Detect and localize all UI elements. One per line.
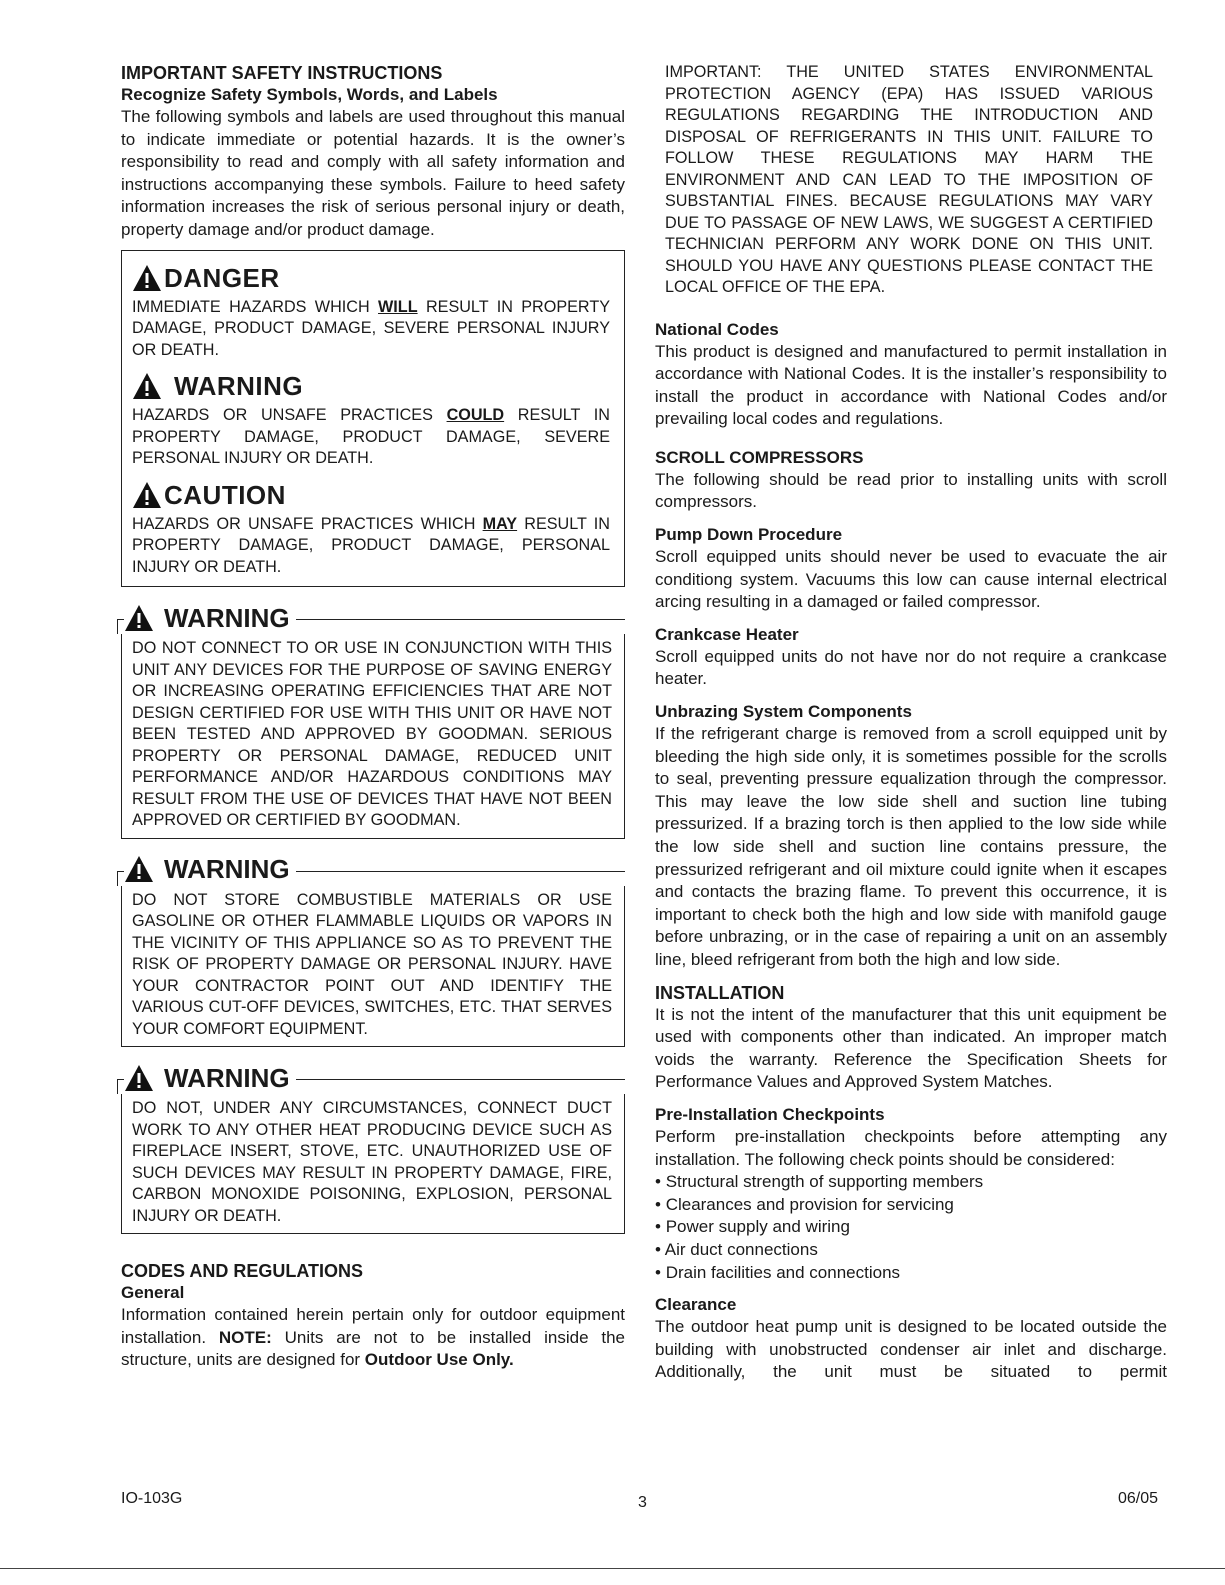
warning-box-3 — [121, 1061, 625, 1234]
national-codes-title: National Codes — [655, 319, 779, 339]
general-title: General — [121, 1283, 185, 1303]
warning-box-3-body — [121, 1094, 625, 1234]
crankcase-heater-title: Crankcase Heater — [655, 624, 799, 644]
warning-box-1-heading — [117, 601, 625, 634]
scroll-compressors-title: SCROLL COMPRESSORS — [655, 447, 864, 467]
crankcase-heater-text: Scroll equipped units do not have nor do not require a crankcase heater. — [655, 646, 1167, 689]
unbrazing-text: If the refrigerant charge is removed from a scroll equipped unit by bleeding the high side only, it is sometimes possible for the scrolls to seal, preventing pressure equalization through the compressor. This may leave the low side shell and suction line tubing pressurized. If a brazing torch is then applied to the low side while the low side shell and suction line contains pressure, the pressurized refrigerant and oil mixture could ignite when it escapes and contacts the brazing flame. To prevent this occurrence, it is important to check both the high and low side with manifold gauge before unbrazing, or in the case of repairing a unit on an assembly line, bleed refrigerant from both the high and low side. — [655, 724, 1167, 969]
warning-text: HAZARDS OR UNSAFE PRACTICES COULD RESULT IN PROPERTY DAMAGE, PRODUCT DAMAGE, SEVERE PERSONAL INJURY OR DEATH. — [132, 406, 610, 468]
warning-box-1-title: WARNING — [164, 602, 290, 633]
national-codes-text: This product is designed and manufactured to permit installation in accordance with National Codes. It is the installer’s responsibility to install the product in accordance with National Codes and/or prevailing local codes and regulations. — [655, 341, 1167, 429]
warning-box-2-heading — [117, 853, 625, 886]
list-item: • Power supply and wiring — [655, 1216, 1167, 1239]
danger-text: IMMEDIATE HAZARDS WHICH WILL RESULT IN PROPERTY DAMAGE, PRODUCT DAMAGE, SEVERE PERSONAL INJURY OR DEATH. — [132, 297, 610, 359]
alert-triangle-icon — [124, 855, 154, 883]
right-column — [655, 62, 1167, 1384]
alert-triangle-icon — [124, 604, 154, 632]
alert-triangle-icon — [132, 264, 162, 292]
list-item: • Air duct connections — [655, 1239, 1167, 1262]
caution-title: CAUTION — [164, 479, 286, 510]
footer-page-number: 3 — [638, 1494, 647, 1511]
danger-title: DANGER — [164, 262, 280, 293]
warning-box-3-title: WARNING — [164, 1062, 290, 1093]
caution-text: HAZARDS OR UNSAFE PRACTICES WHICH MAY RESULT IN PROPERTY DAMAGE, PRODUCT DAMAGE, PERSONAL INJURY OR DEATH. — [132, 514, 610, 576]
danger-heading — [132, 263, 610, 293]
list-item: • Clearances and provision for servicing — [655, 1194, 1167, 1217]
warning-box-3-heading — [117, 1061, 625, 1094]
list-item: • Drain facilities and connections — [655, 1262, 1167, 1285]
clearance-title: Clearance — [655, 1295, 737, 1315]
warning-box-1-body — [121, 634, 625, 839]
alert-triangle-icon — [124, 1064, 154, 1092]
signal-words-box — [121, 250, 625, 588]
pre-installation-text: Perform pre-installation checkpoints before attempting any installation. The following check points should be considered: — [655, 1126, 1167, 1169]
warning-box-2 — [121, 853, 625, 1048]
codes-title: CODES AND REGULATIONS — [121, 1261, 364, 1282]
clearance-text: The outdoor heat pump unit is designed to be located outside the building with unobstructed condenser air inlet and discharge. Additionally, the unit must be situated to permit — [655, 1317, 1167, 1382]
installation-text: It is not the intent of the manufacturer that this unit equipment be used with components other than indicated. An improper match voids the warranty. Reference the Specification Sheets for Performance Values and Approved System Matches. — [655, 1004, 1167, 1092]
warning-box-2-body — [121, 886, 625, 1048]
warning-title: WARNING — [174, 371, 304, 402]
unbrazing-title: Unbrazing System Components — [655, 702, 912, 722]
list-item: • Structural strength of supporting members — [655, 1171, 1167, 1194]
scroll-compressors-text: The following should be read prior to installing units with scroll compressors. — [655, 469, 1167, 512]
installation-title: INSTALLATION — [655, 982, 785, 1003]
warning-box-2-title: WARNING — [164, 854, 290, 885]
safety-subtitle: Recognize Safety Symbols, Words, and Labels — [121, 85, 498, 104]
caution-heading — [132, 480, 610, 510]
pump-down-text: Scroll equipped units should never be used to evacuate the air conditiong system. Vacuums this low can cause internal electrical arcing resulting in a damaged or failed compressor. — [655, 547, 1167, 612]
checkpoint-list — [655, 1171, 1167, 1284]
safety-title: IMPORTANT SAFETY INSTRUCTIONS — [121, 63, 443, 83]
warning-box-1 — [121, 601, 625, 839]
general-text: Information contained herein pertain only for outdoor equipment installation. NOTE: Units are not to be installed inside the structure, units are designed for Outdoor Use Only. — [121, 1305, 625, 1370]
alert-triangle-icon — [132, 372, 162, 400]
alert-triangle-icon — [132, 481, 162, 509]
warning-box-1-text: DO NOT CONNECT TO OR USE IN CONJUNCTION WITH THIS UNIT ANY DEVICES FOR THE PURPOSE OF SAVING ENERGY OR INCREASING OPERATING EFFICIENCIES THAT ARE NOT DESIGN CERTIFIED FOR USE WITH THIS UNIT OR HAVE NOT BEEN TESTED AND APPROVED BY GOODMAN. SERIOUS PROPERTY OR PERSONAL DAMAGE, REDUCED UNIT PERFORMANCE AND/OR HAZARDOUS CONDITIONS MAY RESULT FROM THE USE OF DEVICES THAT HAVE NOT BEEN APPROVED OR CERTIFIED BY GOODMAN. — [132, 639, 612, 830]
page-bottom-rule — [0, 1568, 1225, 1569]
epa-notice: IMPORTANT: THE UNITED STATES ENVIRONMENTAL PROTECTION AGENCY (EPA) HAS ISSUED VARIOUS REGULATIONS REGARDING THE INTRODUCTION AND DISPOSAL OF REFRIGERANTS IN THIS UNIT. FAILURE TO FOLLOW THESE REGULATIONS MAY HARM THE ENVIRONMENT AND CAN LEAD TO THE IMPOSITION OF SUBSTANTIAL FINES. BECAUSE REGULATIONS MAY VARY DUE TO PASSAGE OF NEW LAWS, WE SUGGEST A CERTIFIED TECHNICIAN PERFORM ANY WORK DONE ON THIS UNIT. SHOULD YOU HAVE ANY QUESTIONS PLEASE CONTACT THE LOCAL OFFICE OF THE EPA. — [665, 63, 1153, 296]
footer-date: 06/05 — [1118, 1490, 1159, 1507]
warning-heading — [132, 371, 610, 401]
safety-intro: The following symbols and labels are used throughout this manual to indicate immediate or potential hazards. It is the owner’s responsibility to read and comply with all safety information and instructions accompanying these symbols. Failure to heed safety information increases the risk of serious personal injury or death, property damage and/or product damage. — [121, 107, 625, 239]
warning-box-3-text: DO NOT, UNDER ANY CIRCUMSTANCES, CONNECT DUCT WORK TO ANY OTHER HEAT PRODUCING DEVICE SUCH AS FIREPLACE INSERT, STOVE, ETC. UNAUTHORIZED USE OF SUCH DEVICES MAY RESULT IN PROPERTY DAMAGE, FIRE, CARBON MONOXIDE POISONING, EXPLOSION, PERSONAL INJURY OR DEATH. — [132, 1099, 612, 1225]
warning-box-2-text: DO NOT STORE COMBUSTIBLE MATERIALS OR USE GASOLINE OR OTHER FLAMMABLE LIQUIDS OR VAPORS IN THE VICINITY OF THIS APPLIANCE SO AS TO PREVENT THE RISK OF PROPERTY DAMAGE OR PERSONAL INJURY. HAVE YOUR CONTRACTOR POINT OUT AND IDENTIFY THE VARIOUS CUT-OFF DEVICES, SWITCHES, ETC. THAT SERVES YOUR COMFORT EQUIPMENT. — [132, 890, 612, 1038]
pump-down-title: Pump Down Procedure — [655, 525, 843, 545]
pre-installation-title: Pre-Installation Checkpoints — [655, 1104, 885, 1124]
footer-doc-id: IO-103G — [121, 1490, 183, 1507]
left-column — [121, 62, 625, 1372]
